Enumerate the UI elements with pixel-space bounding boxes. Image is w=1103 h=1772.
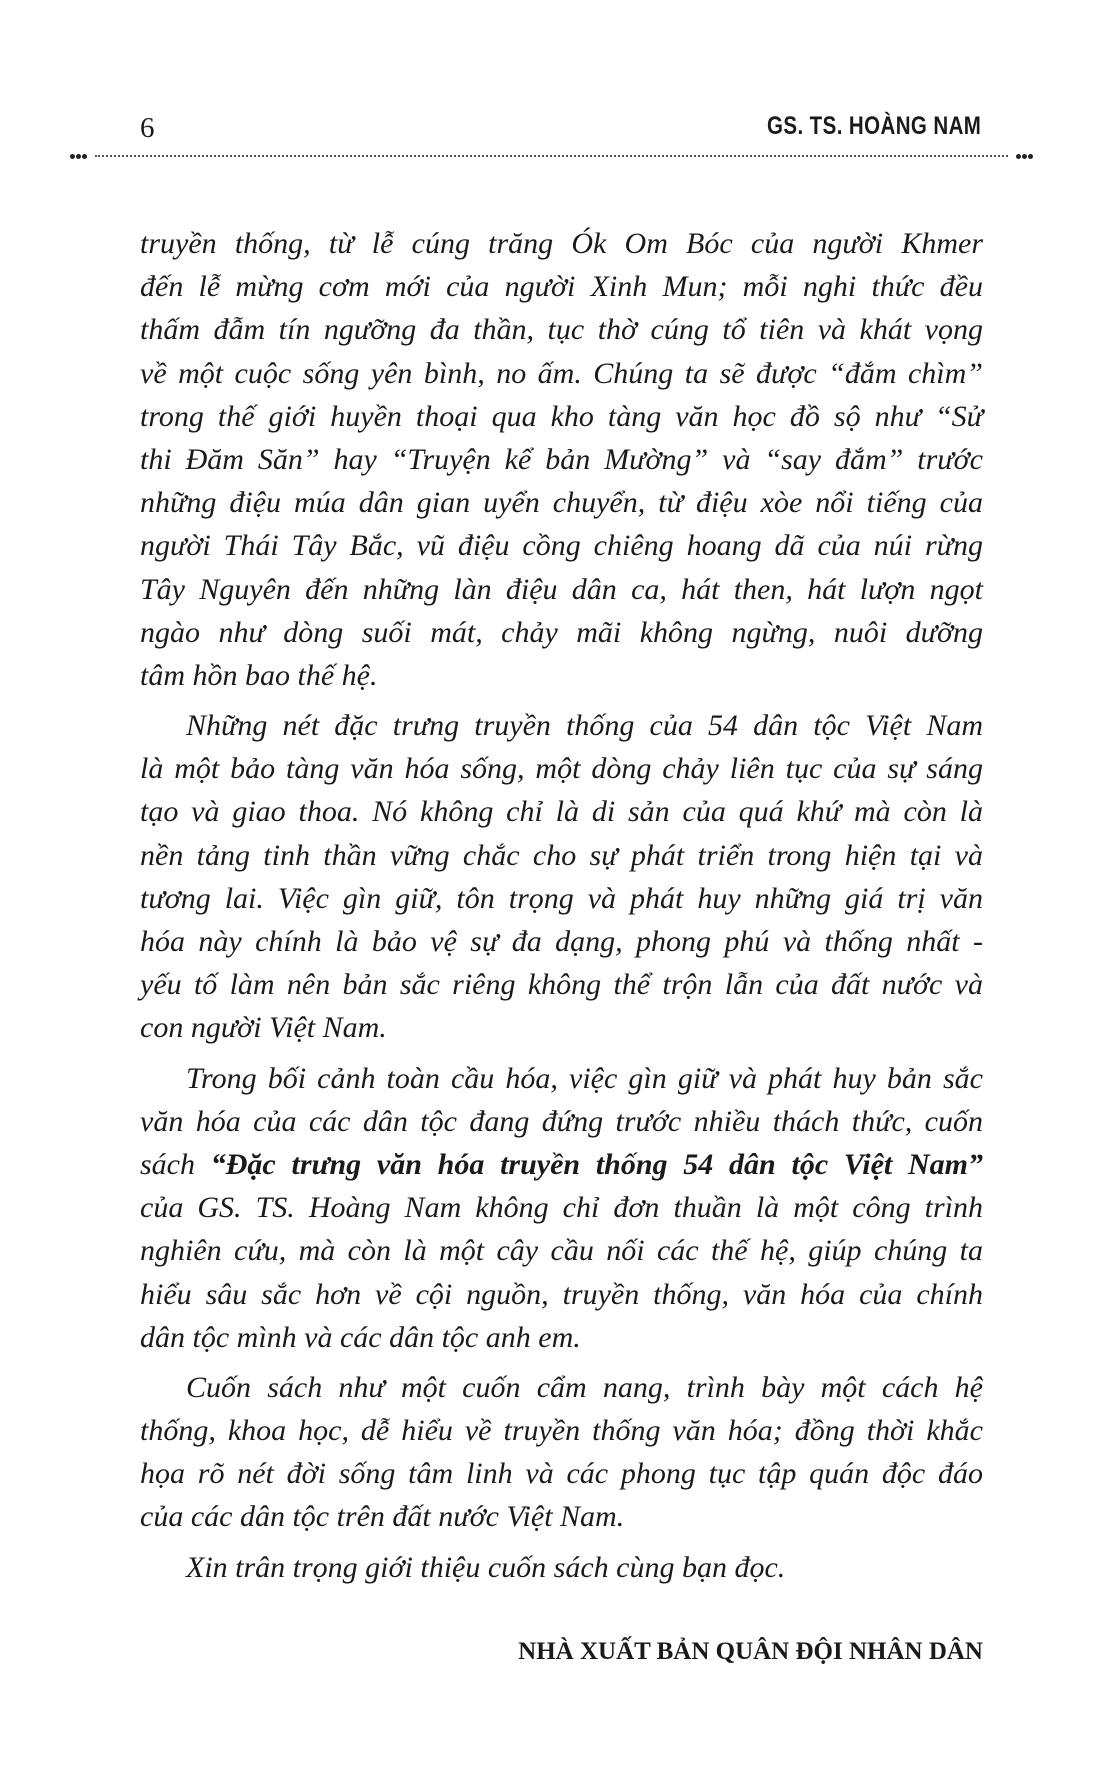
text-line (140, 611, 983, 654)
paragraph (140, 1366, 983, 1539)
text-line (140, 308, 983, 351)
line-text: tương lai. Việc gìn giữ, tôn trọng và phát huy những giá trị văn (140, 881, 983, 915)
publisher-signature: NHÀ XUẤT BẢN QUÂN ĐỘI NHÂN DÂN (518, 1638, 983, 1665)
text-line (140, 438, 983, 481)
text-line (140, 1006, 983, 1049)
line-text: văn hóa của các dân tộc đang đứng trước nhiều thách thức, cuốn (140, 1104, 983, 1138)
line-text: dân tộc mình và các dân tộc anh em. (140, 1320, 581, 1354)
line-text: ngào như dòng suối mát, chảy mãi không ngừng, nuôi dưỡng (140, 615, 983, 649)
line-text: con người Việt Nam. (140, 1011, 387, 1045)
line-text: tâm hồn bao thế hệ. (140, 658, 378, 692)
paragraph (140, 704, 983, 1050)
text-line (140, 654, 983, 697)
line-text: Trong bối cảnh toàn cầu hóa, việc gìn giữ và phát huy bản sắc (186, 1061, 983, 1095)
line-text: những điệu múa dân gian uyển chuyển, từ điệu xòe nổi tiếng của (140, 486, 983, 520)
line-text: đến lễ mừng cơm mới của người Xinh Mun; mỗi nghi thức đều (140, 270, 983, 304)
text-line (140, 524, 983, 567)
text-line (140, 963, 983, 1006)
line-text: là một bảo tàng văn hóa sống, một dòng chảy liên tục của sự sáng (140, 752, 983, 786)
line-text: của GS. TS. Hoàng Nam không chỉ đơn thuần là một công trình (140, 1191, 983, 1225)
text-line (140, 1100, 983, 1143)
text-line (140, 1546, 983, 1589)
line-text: yếu tố làm nên bản sắc riêng không thể trộn lẫn của đất nước và (140, 968, 983, 1002)
running-head: GS. TS. HOÀNG NAM (766, 112, 981, 140)
paragraph (140, 1546, 983, 1589)
text-line (140, 1366, 983, 1409)
line-text: về một cuộc sống yên bình, no ấm. Chúng ta sẽ được “đắm chìm” (140, 356, 983, 390)
paragraph (140, 222, 983, 697)
text-line (140, 1452, 983, 1495)
line-text: truyền thống, từ lễ cúng trăng Ók Om Bóc của người Khmer (140, 227, 983, 260)
line-text: hiểu sâu sắc hơn về cội nguồn, truyền thống, văn hóa của chính (140, 1277, 983, 1311)
text-line (140, 1495, 983, 1538)
divider-dots-right (1016, 154, 1033, 159)
line-text: người Thái Tây Bắc, vũ điệu cồng chiêng hoang dã của núi rừng (140, 529, 983, 563)
line-text: hóa này chính là bảo vệ sự đa dạng, phong phú và thống nhất - (140, 925, 983, 958)
text-line (140, 481, 983, 524)
text-line (140, 265, 983, 308)
text-line (140, 1316, 983, 1359)
header-divider (70, 152, 1033, 160)
line-text: thi Đăm Săn” hay “Truyện kể bản Mường” và “say đắm” trước (140, 442, 983, 476)
text-line (140, 1229, 983, 1272)
text-line (140, 1409, 983, 1452)
text-line (140, 1143, 983, 1186)
line-text: thấm đẫm tín ngưỡng đa thần, tục thờ cúng tổ tiên và khát vọng (140, 313, 983, 347)
line-text: Cuốn sách như một cuốn cẩm nang, trình bày một cách hệ (186, 1370, 983, 1404)
body-text (140, 222, 983, 1596)
page-number: 6 (140, 112, 155, 144)
text-line (140, 747, 983, 790)
line-text: của các dân tộc trên đất nước Việt Nam. (140, 1500, 625, 1534)
text-line (140, 834, 983, 877)
text-line (140, 1057, 983, 1100)
paragraph (140, 1057, 983, 1359)
line-text: Những nét đặc trưng truyền thống của 54 dân tộc Việt Nam (186, 709, 983, 743)
text-line (140, 568, 983, 611)
text-line (140, 222, 983, 265)
line-text: Tây Nguyên đến những làn điệu dân ca, hát then, hát lượn ngọt (140, 572, 983, 606)
dotted-line (95, 155, 1008, 157)
divider-dots-left (70, 154, 87, 159)
text-line (140, 1273, 983, 1316)
text-line (140, 704, 983, 747)
text-line (140, 920, 983, 963)
text-line (140, 1186, 983, 1229)
line-text: thống, khoa học, dễ hiểu về truyền thống văn hóa; đồng thời khắc (140, 1414, 983, 1448)
line-text: sách (140, 1147, 211, 1181)
line-text: trong thế giới huyền thoại qua kho tàng văn học đồ sộ như “Sử (140, 399, 983, 433)
text-line (140, 790, 983, 833)
line-text: nền tảng tinh thần vững chắc cho sự phát triển trong hiện tại và (140, 838, 983, 872)
line-text: họa rõ nét đời sống tâm linh và các phong tục tập quán độc đáo (140, 1457, 983, 1491)
line-text: Xin trân trọng giới thiệu cuốn sách cùng bạn đọc. (186, 1550, 786, 1584)
text-line (140, 877, 983, 920)
book-title: “Đặc trưng văn hóa truyền thống 54 dân tộc Việt Nam” (210, 1147, 983, 1181)
text-line (140, 352, 983, 395)
text-line (140, 395, 983, 438)
line-text: nghiên cứu, mà còn là một cây cầu nối các thế hệ, giúp chúng ta (140, 1234, 983, 1268)
line-text: tạo và giao thoa. Nó không chỉ là di sản của quá khứ mà còn là (140, 795, 983, 829)
